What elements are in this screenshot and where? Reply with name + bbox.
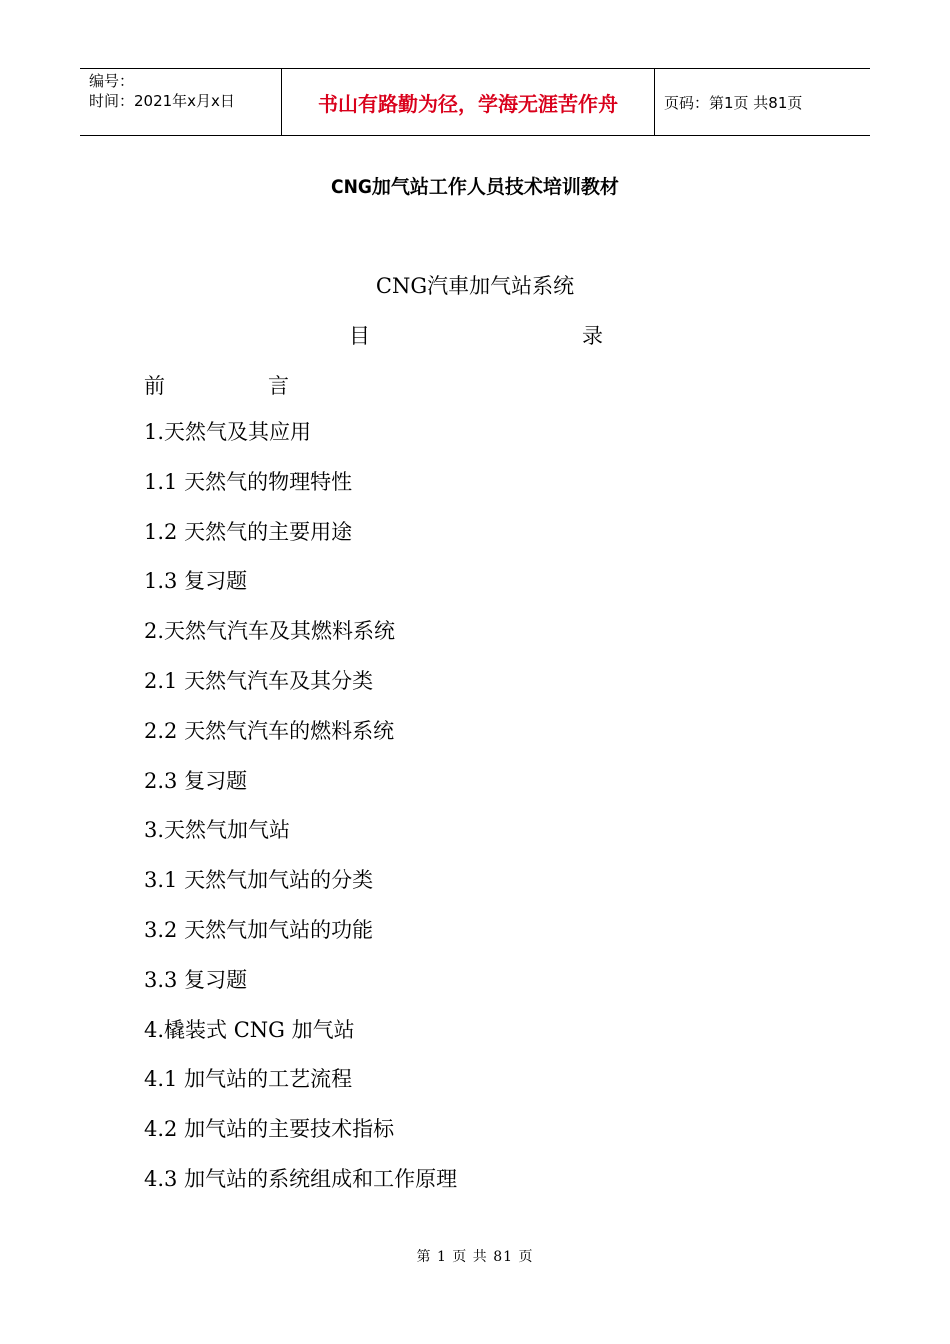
toc-item: 3.2 天然气加气站的功能 [144, 917, 374, 942]
toc-item: 1.3 复习题 [144, 569, 248, 594]
document-subtitle: CNG汽車加气站系统 [375, 274, 575, 298]
table-of-contents [144, 418, 457, 1215]
toc-item: 2.3 复习题 [144, 768, 248, 793]
toc-heading-left: 目 [349, 324, 370, 348]
doc-number-label: 编号： [89, 72, 135, 90]
header-motto: 书山有路勤为径，学海无涯苦作舟 [282, 69, 655, 135]
toc-item: 2.天然气汽车及其燃料系统 [144, 619, 396, 644]
toc-item: 4.橇装式 CNG 加气站 [144, 1017, 355, 1042]
toc-heading-right: 录 [582, 324, 603, 348]
document-title: CNG加气站工作人员技术培训教材 [331, 176, 619, 198]
toc-item: 2.2 天然气汽车的燃料系统 [144, 718, 395, 743]
doc-date-label: 时间：2021年x月x日 [89, 92, 235, 110]
header-meta-cell [80, 69, 282, 135]
page-header [80, 68, 870, 136]
toc-item: 2.1 天然气汽车及其分类 [144, 668, 374, 693]
toc-item: 1.2 天然气的主要用途 [144, 519, 353, 544]
toc-item: 1.1 天然气的物理特性 [144, 469, 353, 494]
toc-item: 3.天然气加气站 [144, 818, 291, 843]
preface-right: 言 [268, 374, 289, 398]
toc-item: 3.1 天然气加气站的分类 [144, 868, 374, 893]
toc-item: 4.2 加气站的主要技术指标 [144, 1117, 395, 1142]
toc-item: 3.3 复习题 [144, 967, 248, 992]
toc-item: 4.1 加气站的工艺流程 [144, 1067, 353, 1092]
toc-item: 1.天然气及其应用 [144, 420, 312, 444]
header-page-info: 页码：第1页 共81页 [664, 93, 803, 112]
page-footer: 第 1 页 共 81 页 [416, 1249, 534, 1265]
preface-left: 前 [144, 374, 165, 398]
toc-item: 4.3 加气站的系统组成和工作原理 [144, 1166, 458, 1191]
